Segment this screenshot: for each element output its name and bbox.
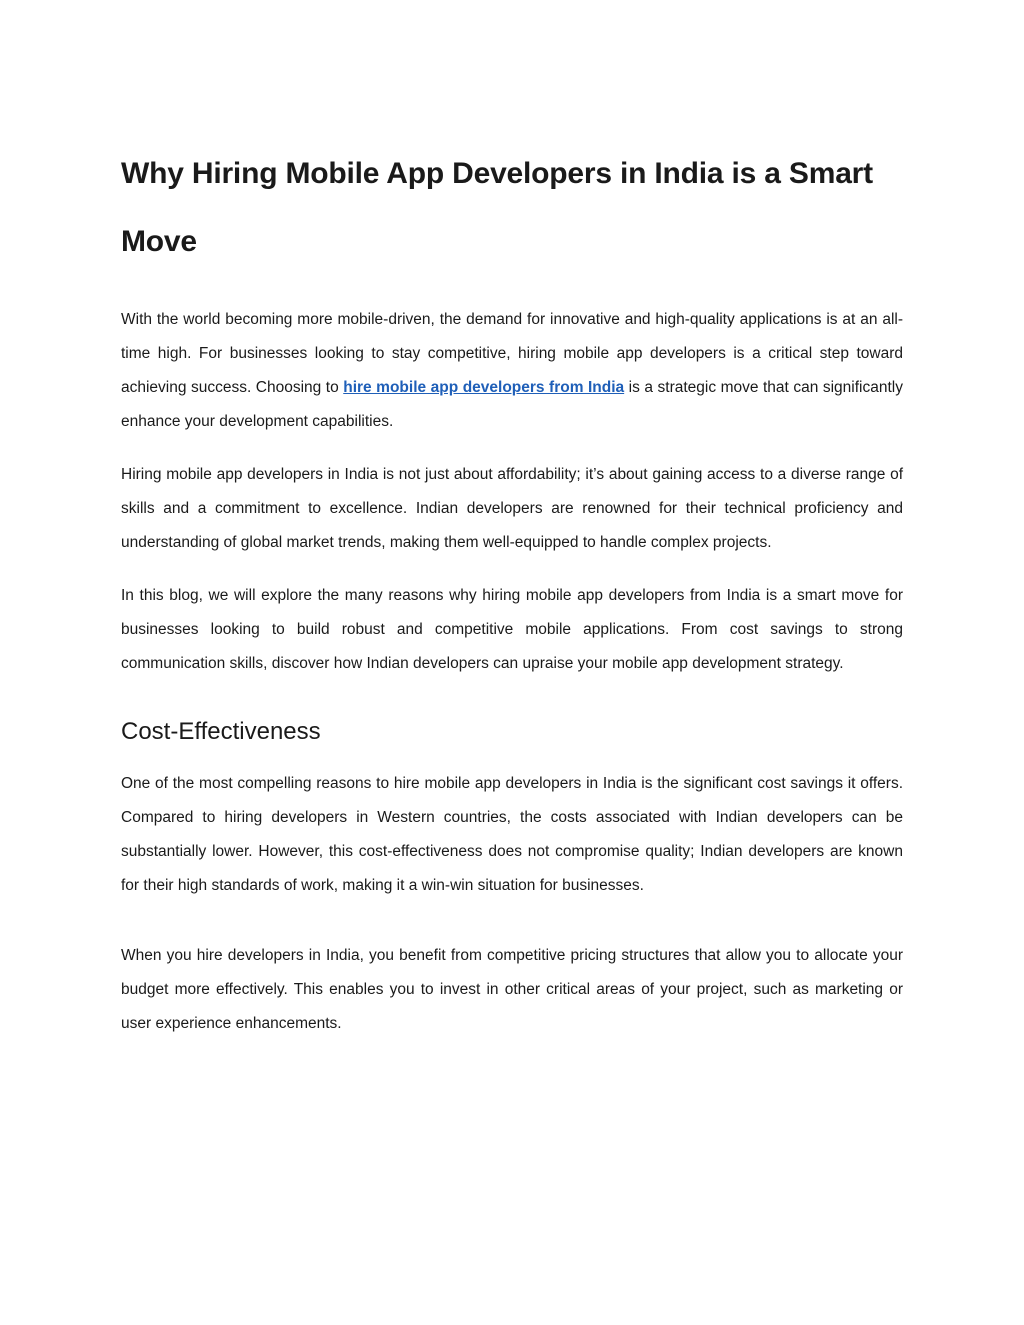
- section-heading-cost-effectiveness: Cost-Effectiveness: [121, 718, 321, 745]
- page-title: Why Hiring Mobile App Developers in India is a Smart Move: [121, 157, 873, 258]
- intro-paragraph-2: Hiring mobile app developers in India is not just about affordability; it’s about gaining access to a diverse range of skills and a commitment to excellence. Indian developers are renowned for their technical proficiency and understanding of global market trends, making them well-equipped to handle complex projects.: [121, 466, 903, 551]
- document-page: [121, 140, 903, 1060]
- paragraph-spacer: [121, 922, 903, 939]
- cost-paragraph-1: One of the most compelling reasons to hire mobile app developers in India is the significant cost savings it offers. Compared to hiring developers in Western countries, the costs associated with Indian developers can be substantially lower. However, this cost-effectiveness does not compromise quality; Indian developers are known for their high standards of work, making it a win-win situation for businesses.: [121, 775, 903, 894]
- intro-text-before-link: With the world becoming more mobile-driven, the demand for innovative and high-quality applications is at an all-time high. For businesses looking to stay competitive, hiring mobile app developers is a critical step toward achieving success. Choosing to: [121, 311, 903, 396]
- hire-developers-link[interactable]: hire mobile app developers from India: [343, 379, 625, 396]
- intro-paragraph-3: In this blog, we will explore the many reasons why hiring mobile app developers from India is a smart move for businesses looking to build robust and competitive mobile applications. From cost savings to strong communication skills, discover how Indian developers can upraise your mobile app development strategy.: [121, 587, 903, 672]
- intro-paragraph-1: [121, 303, 903, 439]
- cost-paragraph-2: When you hire developers in India, you benefit from competitive pricing structures that allow you to allocate your budget more effectively. This enables you to invest in other critical areas of your project, such as marketing or user experience enhancements.: [121, 947, 903, 1032]
- intro-text-after-link: is a strategic move that can significantly enhance your development capabilities.: [121, 379, 903, 430]
